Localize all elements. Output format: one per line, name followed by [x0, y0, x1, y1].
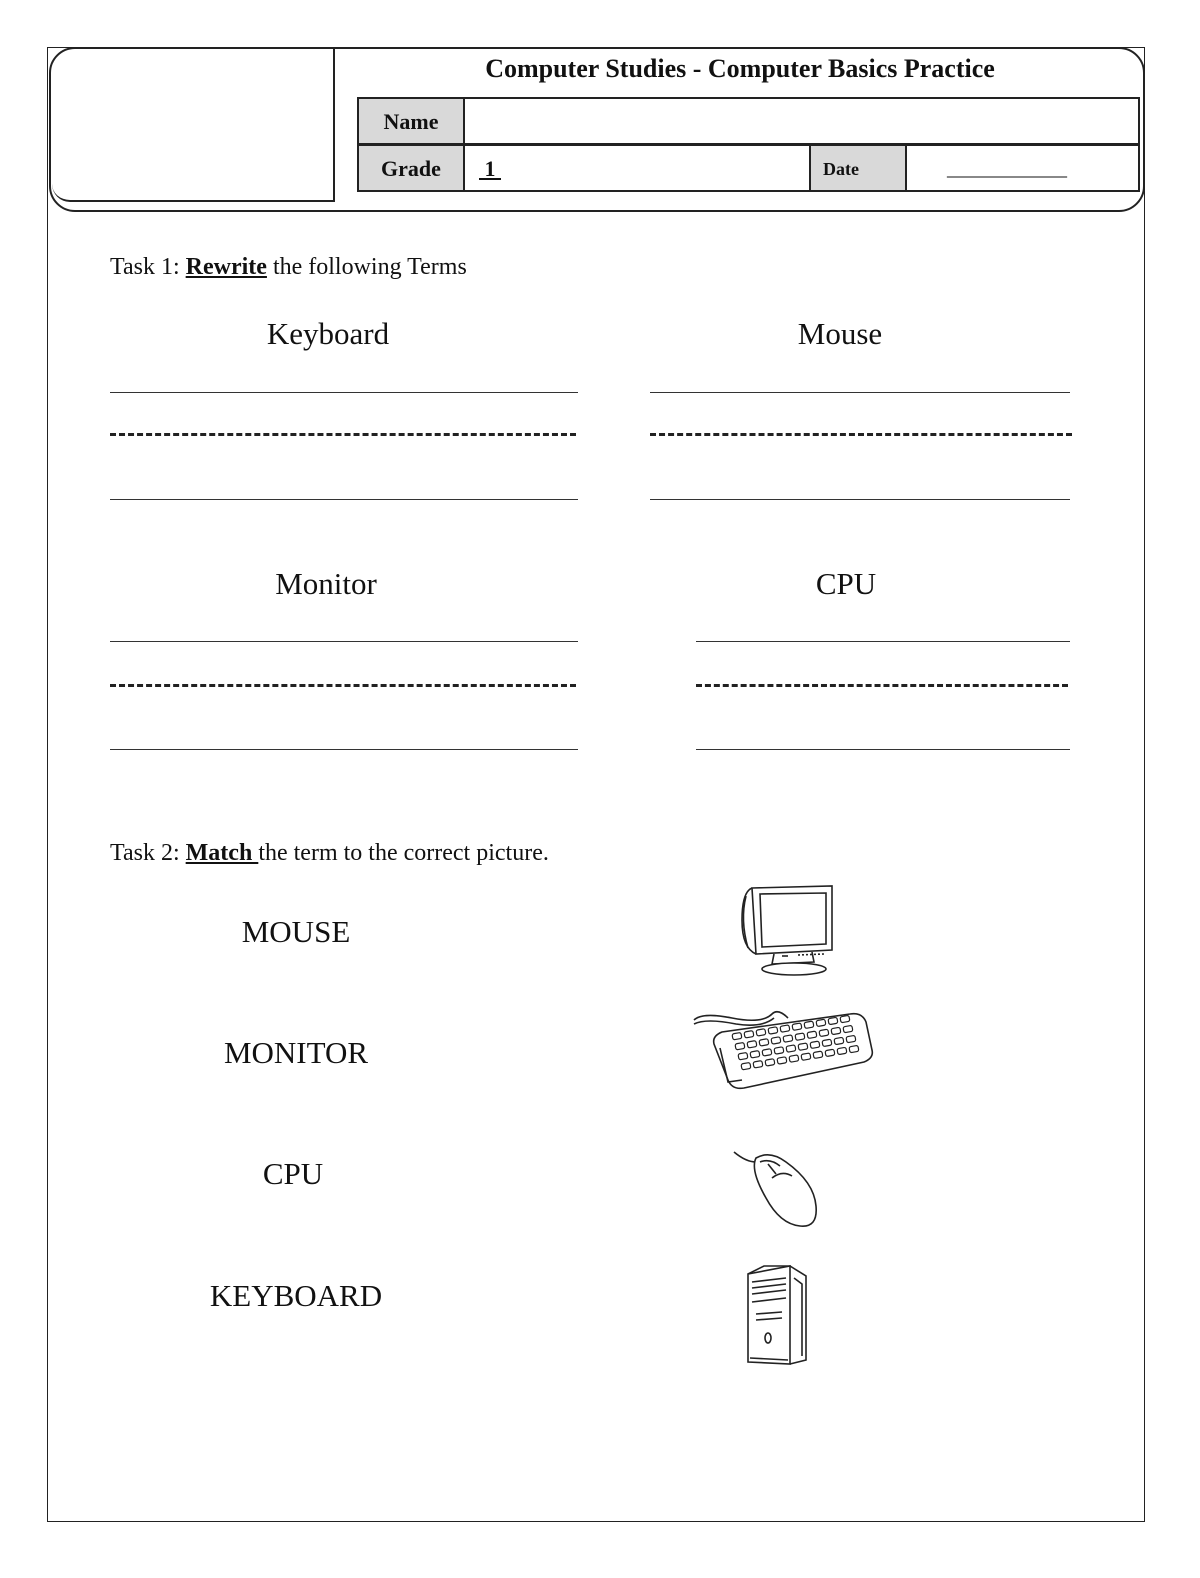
writing-line-base[interactable] [696, 749, 1070, 750]
key [843, 1025, 853, 1032]
cpu-tower-icon[interactable] [742, 1262, 826, 1370]
writing-line-base[interactable] [110, 749, 578, 750]
key [762, 1049, 772, 1056]
grade-label: Grade [357, 144, 465, 192]
task1-verb: Rewrite [185, 254, 267, 280]
writing-line-top[interactable] [110, 641, 578, 642]
writing-line-top[interactable] [650, 392, 1070, 393]
key [789, 1055, 799, 1062]
date-label: Date [809, 144, 907, 192]
grade-value: 1 [479, 156, 501, 181]
task1-instruction [110, 254, 467, 281]
keyboard-icon[interactable] [692, 1000, 878, 1096]
key [834, 1037, 844, 1044]
key [777, 1057, 787, 1064]
worksheet-title: Computer Studies - Computer Basics Practice [485, 54, 995, 83]
key [807, 1031, 817, 1038]
term-monitor: Monitor [275, 566, 377, 601]
key [735, 1042, 745, 1049]
key [786, 1045, 796, 1052]
task2-verb: Match [185, 840, 259, 866]
match-term-monitor[interactable]: MONITOR [223, 1035, 369, 1070]
task2-rest: the term to the correct picture. [258, 840, 549, 866]
key [747, 1041, 757, 1048]
term-mouse: Mouse [797, 316, 883, 351]
key [771, 1037, 781, 1044]
writing-line-middle[interactable] [650, 433, 1072, 436]
key [783, 1035, 793, 1042]
key [801, 1053, 811, 1060]
writing-line-middle[interactable] [696, 684, 1068, 687]
key [750, 1051, 760, 1058]
key [774, 1047, 784, 1054]
monitor-icon[interactable] [738, 882, 838, 978]
task1-prefix: Task 1: [110, 254, 186, 280]
date-value: ____________ [947, 158, 1067, 180]
key [795, 1033, 805, 1040]
key [780, 1025, 790, 1032]
task2-prefix: Task 2: [110, 840, 186, 866]
key [753, 1061, 763, 1068]
key [744, 1031, 754, 1038]
key [816, 1019, 826, 1026]
key [810, 1041, 820, 1048]
task1-rest: the following Terms [266, 254, 467, 280]
key [738, 1052, 748, 1059]
key [822, 1039, 832, 1046]
key [849, 1045, 859, 1052]
key [759, 1039, 769, 1046]
writing-line-base[interactable] [110, 499, 578, 500]
writing-line-middle[interactable] [110, 433, 576, 436]
key [840, 1015, 850, 1022]
key [819, 1029, 829, 1036]
match-term-cpu[interactable]: CPU [262, 1156, 324, 1191]
term-cpu: CPU [815, 566, 877, 601]
key [768, 1027, 778, 1034]
task2-instruction [110, 840, 549, 867]
match-term-mouse[interactable]: MOUSE [241, 914, 351, 949]
key [828, 1017, 838, 1024]
key [792, 1023, 802, 1030]
key [825, 1049, 835, 1056]
key [756, 1029, 766, 1036]
logo-area [52, 49, 335, 202]
writing-line-base[interactable] [650, 499, 1070, 500]
mouse-icon[interactable] [730, 1148, 824, 1232]
key [741, 1062, 751, 1069]
key [798, 1043, 808, 1050]
writing-line-middle[interactable] [110, 684, 576, 687]
writing-line-top[interactable] [696, 641, 1070, 642]
key [813, 1051, 823, 1058]
grade-field[interactable] [463, 144, 811, 192]
name-label: Name [357, 97, 465, 145]
writing-line-top[interactable] [110, 392, 578, 393]
key [831, 1027, 841, 1034]
term-keyboard: Keyboard [266, 316, 390, 351]
key [846, 1035, 856, 1042]
key [804, 1021, 814, 1028]
match-term-keyboard[interactable]: KEYBOARD [209, 1278, 383, 1313]
key [837, 1047, 847, 1054]
key [732, 1032, 742, 1039]
key [765, 1059, 775, 1066]
name-field[interactable] [463, 97, 1140, 145]
date-field[interactable] [905, 144, 1140, 192]
